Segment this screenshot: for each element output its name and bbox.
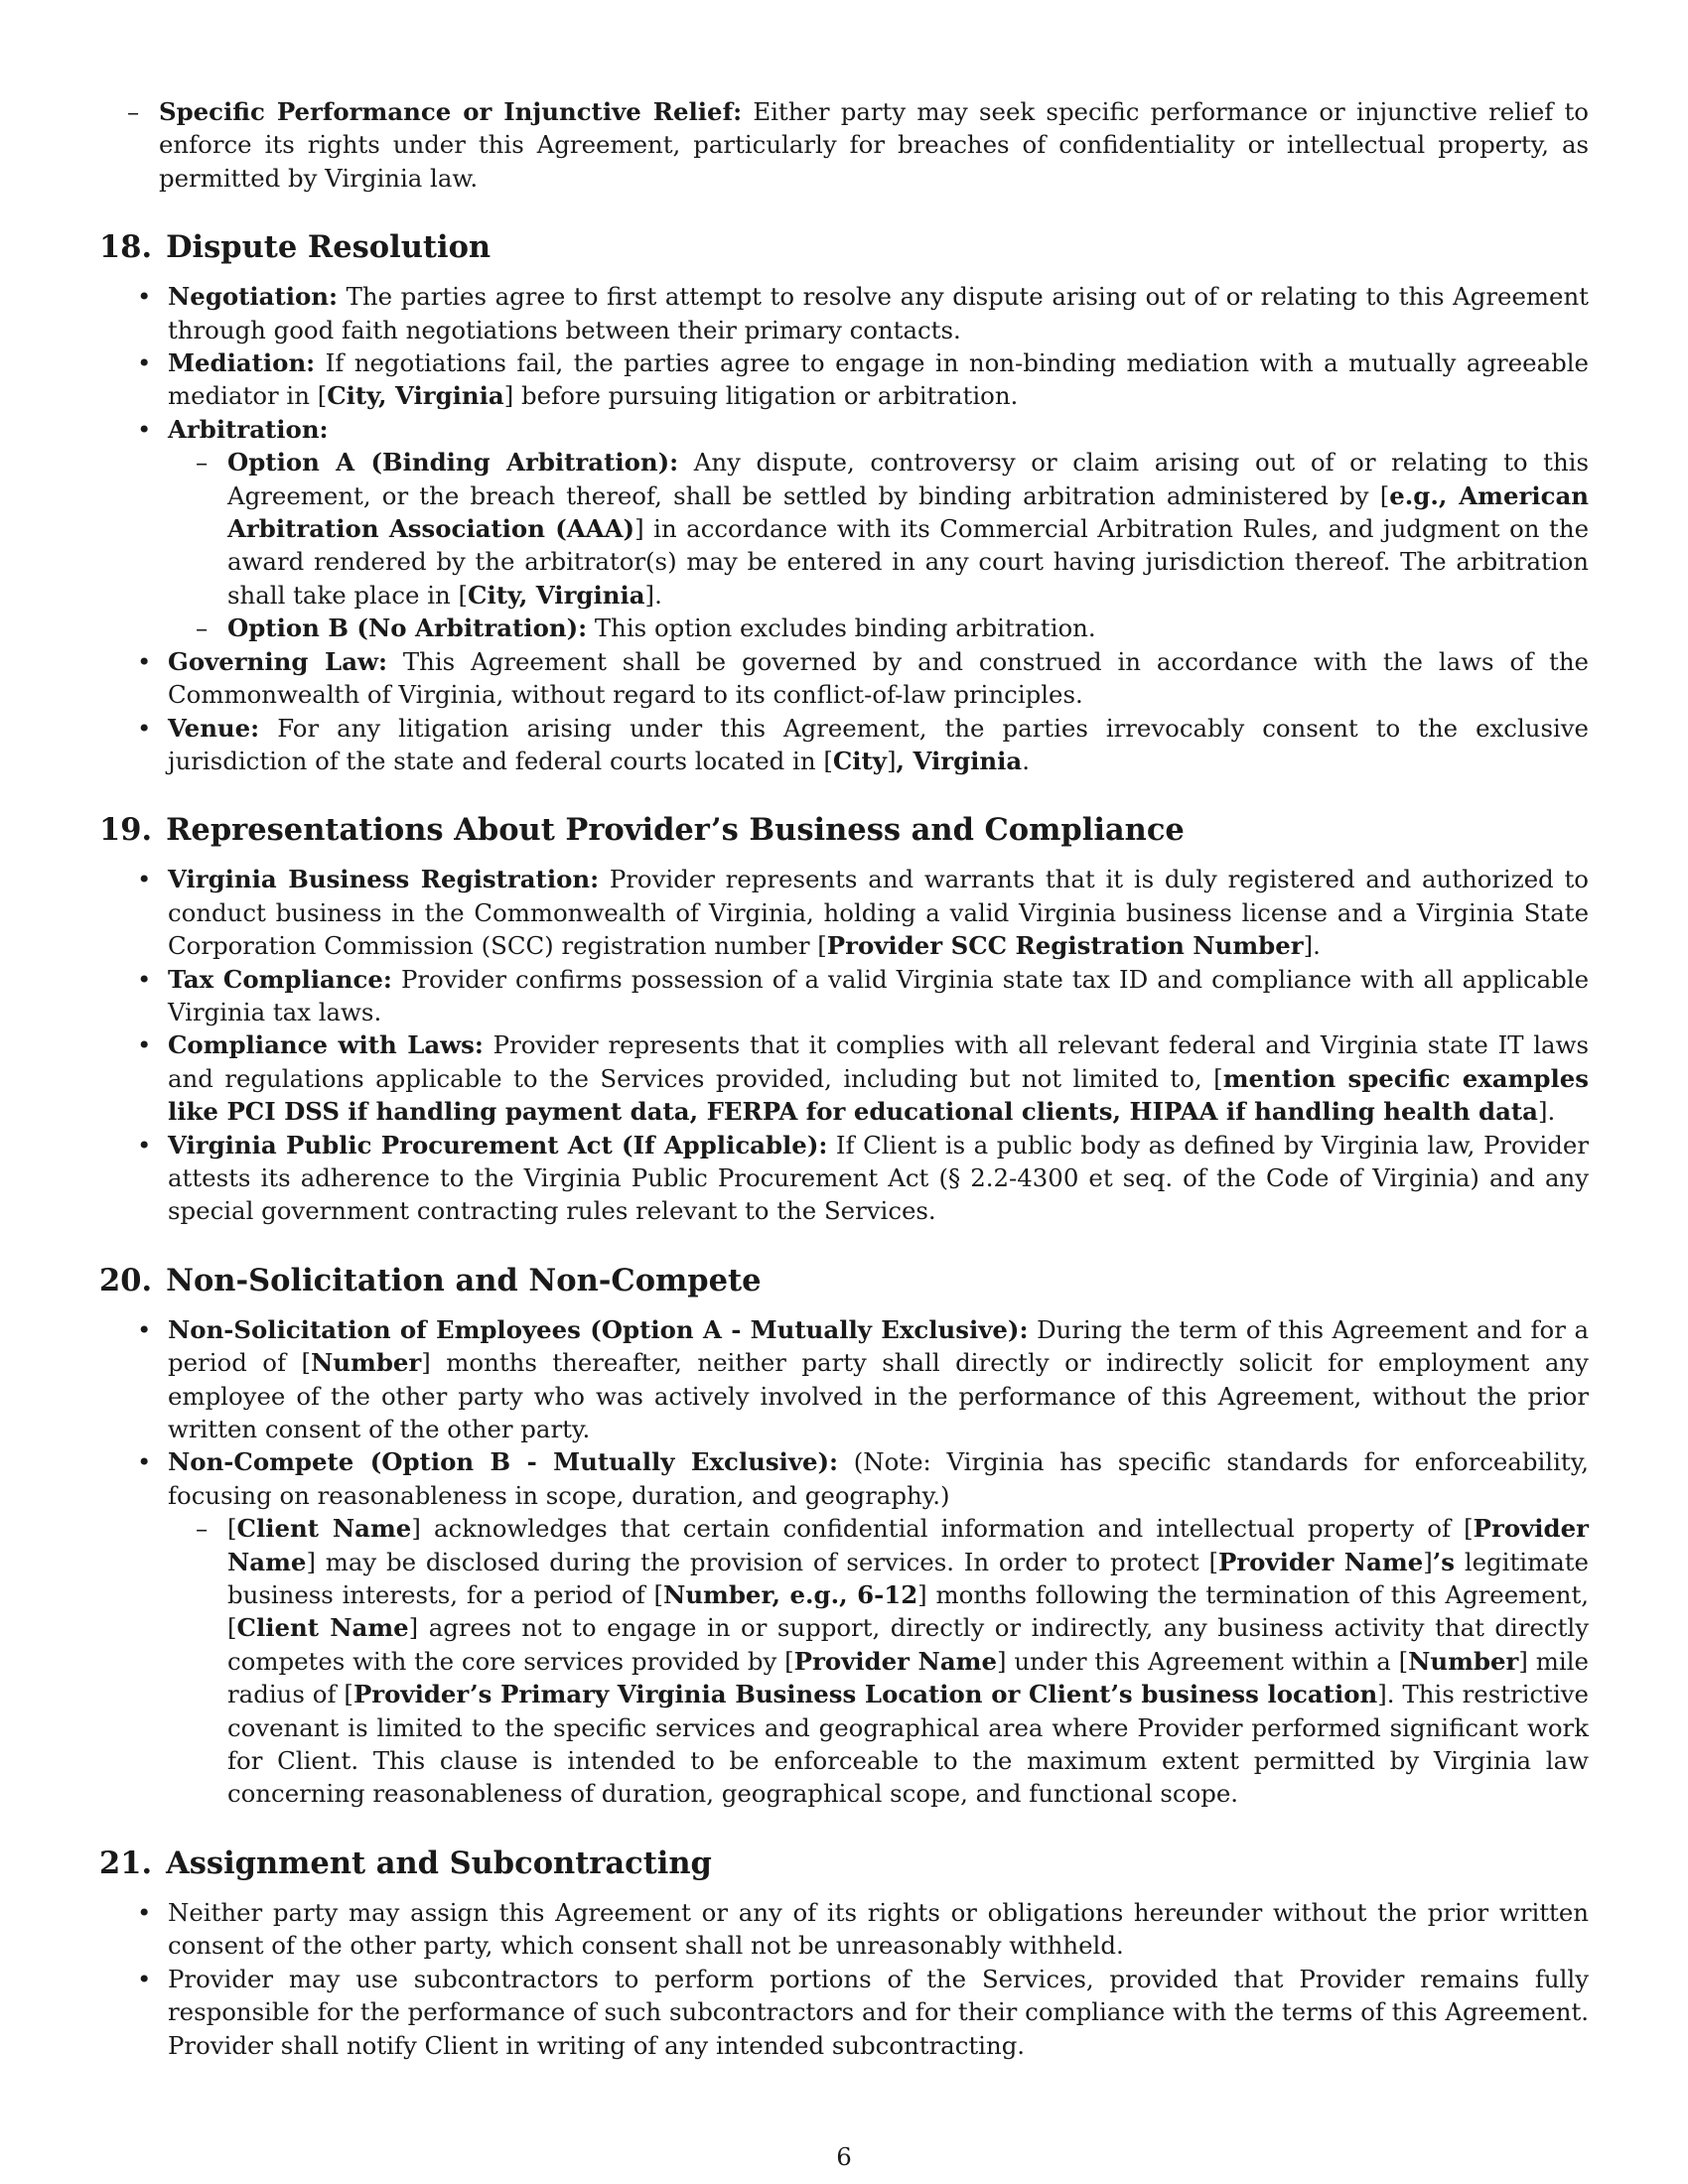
document-page (99, 95, 1589, 2062)
list-item: • Neither party may assign this Agreement or any of its rights or obligations hereunder without the prior written consent of the other party, which consent shall not be unreasonably withheld. (99, 1896, 1589, 1963)
section-heading-20: 20. Non-Solicitation and Non-Compete (99, 1262, 762, 1298)
continuation-list (99, 95, 1589, 195)
page-number: 6 (836, 2142, 852, 2171)
section-20-list (99, 1313, 1589, 1811)
list-item: • Non-Compete (Option B - Mutually Exclusive): (Note: Virginia has specific standards for enforceability, focusing on reasonableness in scope, duration, and geography.) – [Client Name] acknowledges that certain confidential information and intellectual property of [Provider Name] may be disclosed during the provision of services. In order to protect [Provider Name]’s legitimate business interests, for a period of [Number, e.g., 6-12] months following the termination of this Agreement, [Client Name] agrees not to engage in or support, directly or indirectly, any business activity that directly competes with the core services provided by [Provider Name] under this Agreement within a [Number] mile radius of [Provider’s Primary Virginia Business Location or Client’s business location]. This restrictive covenant is limited to the specific services and geographical area where Provider performed significant work for Client. This clause is intended to be enforceable to the maximum extent permitted by Virginia law concerning reasonableness of duration, geographical scope, and functional scope. (99, 1445, 1589, 1810)
noncompete-sublist (168, 1512, 1589, 1811)
list-item: • Negotiation: The parties agree to first attempt to resolve any dispute arising out of or relating to this Agreement through good faith negotiations between their primary contacts. (99, 280, 1589, 346)
section-18-list (99, 280, 1589, 777)
list-item: • Provider may use subcontractors to perform portions of the Services, provided that Provider remains fully responsible for the performance of such subcontractors and for their compliance with the terms of this Agreement. Provider shall notify Client in writing of any intended subcontracting. (99, 1963, 1589, 2062)
list-item: – Option A (Binding Arbitration): Any dispute, controversy or claim arising out of or relating to this Agreement, or the breach thereof, shall be settled by binding arbitration administered by [e.g., American Arbitration Association (AAA)] in accordance with its Commercial Arbitration Rules, and judgment on the award rendered by the arbitrator(s) may be entered in any court having jurisdiction thereof. The arbitration shall take place in [City, Virginia]. (168, 446, 1589, 612)
list-item: – [Client Name] acknowledges that certain confidential information and intellectual property of [Provider Name] may be disclosed during the provision of services. In order to protect [Provider Name]’s legitimate business interests, for a period of [Number, e.g., 6-12] months following the termination of this Agreement, [Client Name] agrees not to engage in or support, directly or indirectly, any business activity that directly competes with the core services provided by [Provider Name] under this Agreement within a [Number] mile radius of [Provider’s Primary Virginia Business Location or Client’s business location]. This restrictive covenant is limited to the specific services and geographical area where Provider performed significant work for Client. This clause is intended to be enforceable to the maximum extent permitted by Virginia law concerning reasonableness of duration, geographical scope, and functional scope. (168, 1512, 1589, 1811)
list-item: • Tax Compliance: Provider confirms possession of a valid Virginia state tax ID and compliance with all applicable Virginia tax laws. (99, 963, 1589, 1029)
list-item: • Arbitration: – Option A (Binding Arbitration): Any dispute, controversy or claim arising out of or relating to this Agreement, or the breach thereof, shall be settled by binding arbitration administered by [e.g., American Arbitration Association (AAA)] in accordance with its Commercial Arbitration Rules, and judgment on the award rendered by the arbitrator(s) may be entered in any court having jurisdiction thereof. The arbitration shall take place in [City, Virginia]. – Option B (No Arbitration): This option excludes binding arbitration. (99, 413, 1589, 645)
list-item: • Virginia Public Procurement Act (If Applicable): If Client is a public body as defined by Virginia law, Provider attests its adherence to the Virginia Public Procurement Act (§ 2.2-4300 et seq. of the Code of Virginia) and any special government contracting rules relevant to the Services. (99, 1129, 1589, 1228)
section-heading-19: 19. Representations About Provider’s Business and Compliance (99, 812, 1185, 849)
arbitration-options (168, 446, 1589, 644)
list-item: – Option B (No Arbitration): This option excludes binding arbitration. (168, 612, 1589, 644)
list-item: • Virginia Business Registration: Provider represents and warrants that it is duly registered and authorized to conduct business in the Commonwealth of Virginia, holding a valid Virginia business license and a Virginia State Corporation Commission (SCC) registration number [Provider SCC Registration Number]. (99, 863, 1589, 962)
list-item: • Governing Law: This Agreement shall be governed by and construed in accordance with the laws of the Commonwealth of Virginia, without regard to its conflict-of-law principles. (99, 645, 1589, 712)
list-item: • Venue: For any litigation arising under this Agreement, the parties irrevocably consent to the exclusive jurisdiction of the state and federal courts located in [City], Virginia. (99, 712, 1589, 778)
list-item: • Compliance with Laws: Provider represents that it complies with all relevant federal and Virginia state IT laws and regulations applicable to the Services provided, including but not limited to, [mention specific examples like PCI DSS if handling payment data, FERPA for educational clients, HIPAA if handling health data]. (99, 1028, 1589, 1128)
section-heading-21: 21. Assignment and Subcontracting (99, 1844, 712, 1881)
section-19-list (99, 863, 1589, 1227)
list-item: • Non-Solicitation of Employees (Option A - Mutually Exclusive): During the term of this Agreement and for a period of [Number] months thereafter, neither party shall directly or indirectly solicit for employment any employee of the other party who was actively involved in the performance of this Agreement, without the prior written consent of the other party. (99, 1313, 1589, 1446)
section-21-list (99, 1896, 1589, 2062)
list-item: – Specific Performance or Injunctive Relief: Either party may seek specific performance or injunctive relief to enforce its rights under this Agreement, particularly for breaches of confidentiality or intellectual property, as permitted by Virginia law. (99, 95, 1589, 195)
section-heading-18: 18. Dispute Resolution (99, 229, 492, 266)
list-item: • Mediation: If negotiations fail, the parties agree to engage in non-binding mediation with a mutually agreeable mediator in [City, Virginia] before pursuing litigation or arbitration. (99, 346, 1589, 413)
